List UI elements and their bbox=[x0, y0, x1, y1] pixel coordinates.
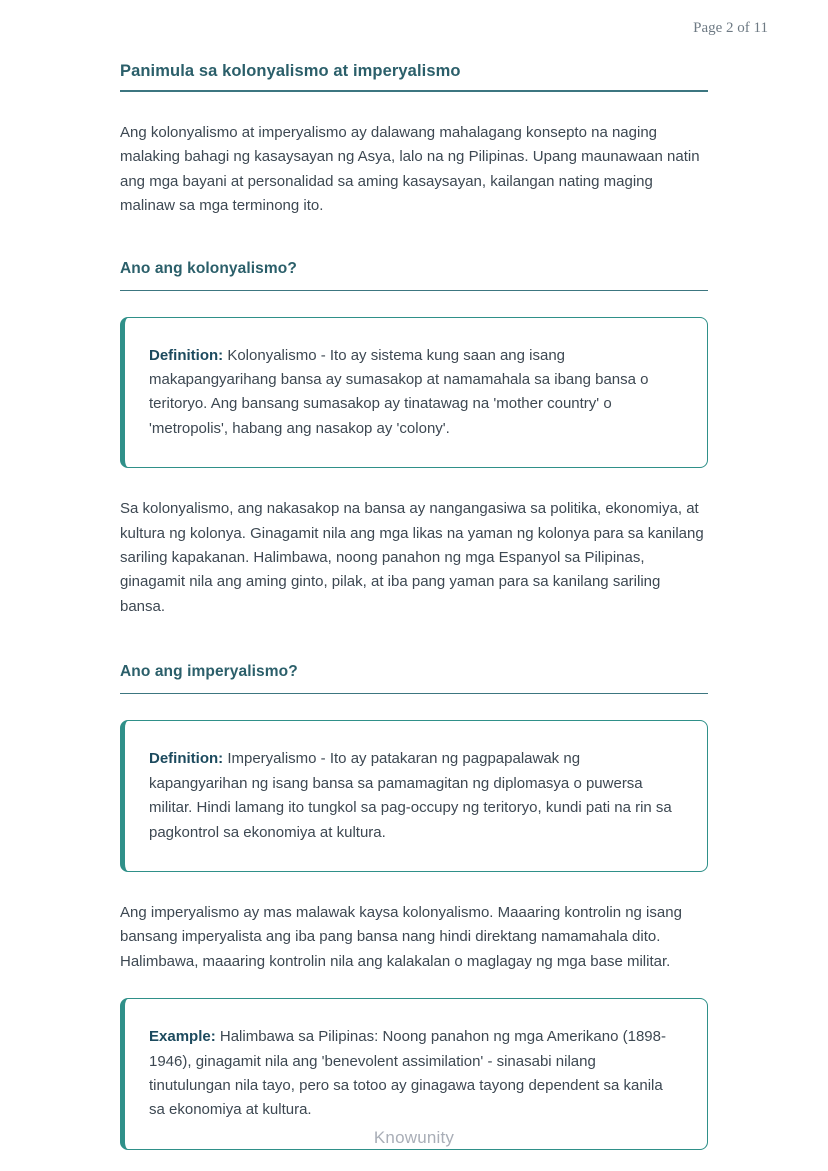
example-label: Example: bbox=[149, 1028, 216, 1046]
paragraph-kolonyalismo: Sa kolonyalismo, ang nakasakop na bansa ay nangangasiwa sa politika, ekonomiya, at kultura ng kolonya. Ginagamit nila ang mga likas na yaman ng kolonya para sa kanilang sariling kapakanan. Halimbawa, noong panahon ng mga Espanyol sa Pilipinas, ginagamit nila ang aming ginto, pilak, at iba pang yaman para sa kanilang sariling bansa. bbox=[120, 500, 704, 615]
definition-body: Kolonyalismo - Ito ay sistema kung saan ang isang makapangyarihang bansa ay sumasakop at namamahala sa ibang bansa o teritoryo. Ang bansang sumasakop ay tinatawag na 'mother country' o 'metropolis', habang ang nasakop ay 'colony'. bbox=[149, 346, 649, 437]
definition-label: Definition: bbox=[149, 750, 224, 768]
intro-paragraph: Ang kolonyalismo at imperyalismo ay dalawang mahalagang konsepto na naging malaking bahagi ng kasaysayan ng Asya, lalo na ng Pilipinas. Upang maunawaan natin ang mga bayani at personalidad sa aming kasaysayan, kailangan nating maging malinaw sa mga terminong ito. bbox=[120, 124, 700, 215]
callout-text bbox=[149, 1025, 679, 1123]
definition-callout-imperyalismo bbox=[120, 720, 708, 872]
callout-text bbox=[149, 344, 679, 442]
page-indicator: Page 2 of 11 bbox=[693, 20, 768, 36]
section-heading-kolonyalismo: Ano ang kolonyalismo? bbox=[120, 260, 708, 291]
definition-callout-kolonyalismo bbox=[120, 317, 708, 469]
example-callout-pilipinas bbox=[120, 998, 708, 1150]
paragraph-imperyalismo: Ang imperyalismo ay mas malawak kaysa kolonyalismo. Maaaring kontrolin ng isang bansang imperyalista ang iba pang bansa nang hindi direktang namamahala dito. Halimbawa, maaaring kontrolin nila ang kalakalan o maglagay ng mga base militar. bbox=[120, 903, 682, 970]
page-title: Panimula sa kolonyalismo at imperyalismo bbox=[120, 62, 708, 92]
knowunity-brand: Knowunity bbox=[373, 1128, 455, 1147]
definition-body: Imperyalismo - Ito ay patakaran ng pagpapalawak ng kapangyarihan ng isang bansa sa pamamagitan ng diplomasya o puwersa militar. Hindi lamang ito tungkol sa pag-occupy ng teritoryo, kundi pati na rin sa pagkontrol sa ekonomiya at kultura. bbox=[149, 750, 672, 841]
example-body: Halimbawa sa Pilipinas: Noong panahon ng mga Amerikano (1898-1946), ginagamit nila ang 'benevolent assimilation' - sinasabi nilang tinutulungan nila tayo, pero sa totoo ay ginagawa tayong dependent sa kanila sa ekonomiya at kultura. bbox=[149, 1028, 666, 1119]
callout-text bbox=[149, 747, 679, 845]
section-heading-imperyalismo: Ano ang imperyalismo? bbox=[120, 663, 708, 694]
definition-label: Definition: bbox=[149, 346, 224, 364]
document-content bbox=[120, 62, 708, 1150]
